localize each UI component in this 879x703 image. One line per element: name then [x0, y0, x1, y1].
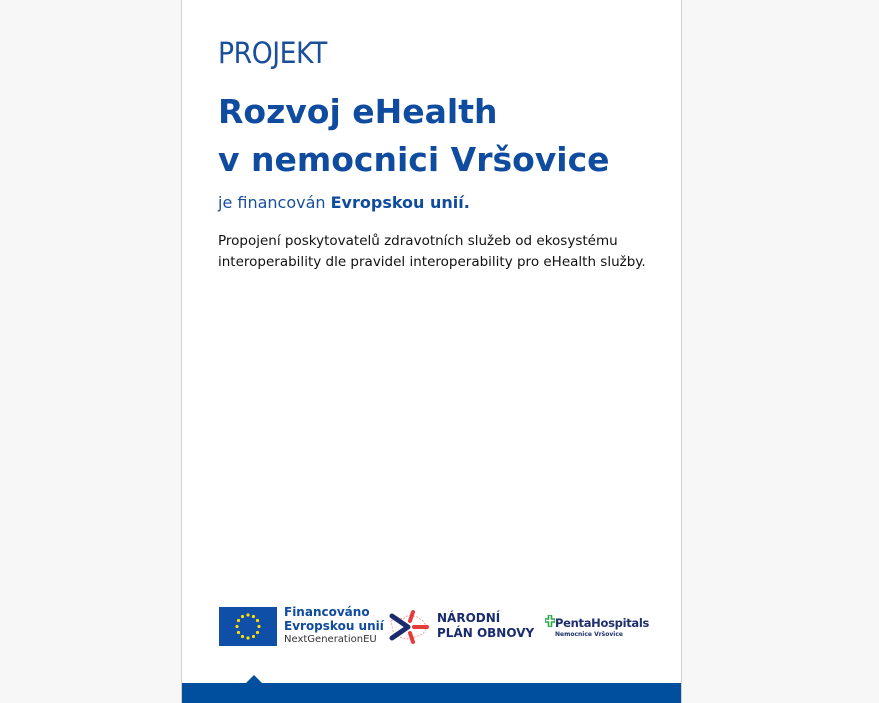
eu-funding-text [284, 605, 384, 647]
eu-flag-icon [219, 607, 277, 646]
project-description: Propojení poskytovatelů zdravotních služeb od ekosystému interoperability dle pravidel interoperability pro eHealth služby. [218, 233, 646, 270]
logo-strip [219, 607, 659, 647]
kicker-label: PROJEKT [218, 36, 327, 70]
funding-statement [218, 193, 470, 212]
document-page [181, 0, 682, 703]
eu-text-line-1: Financováno [284, 605, 370, 619]
title-line-1: Rozvoj eHealth [218, 92, 498, 131]
project-title [218, 88, 610, 184]
npo-text [437, 611, 534, 641]
penta-hospitals-logo [545, 615, 649, 638]
funding-eu: Evropskou unií. [330, 193, 470, 212]
npo-text-line-1: NÁRODNÍ [437, 611, 501, 625]
penta-cross-icon [545, 615, 555, 630]
narodni-plan-obnovy-logo-icon [387, 607, 431, 647]
title-line-2: v nemocnici Vršovice [218, 140, 610, 179]
penta-name-row [545, 615, 649, 630]
footer-notch-decoration [246, 675, 262, 683]
penta-name: PentaHospitals [555, 615, 650, 630]
npo-text-line-2: PLÁN OBNOVY [437, 626, 535, 640]
eu-text-line-2: Evropskou unií [284, 619, 384, 633]
eu-text-line-3: NextGenerationEU [284, 634, 377, 645]
penta-subtitle: Nemocnice Vršovice [555, 631, 623, 638]
funding-prefix: je financován [218, 193, 331, 212]
footer-bar [182, 683, 681, 703]
